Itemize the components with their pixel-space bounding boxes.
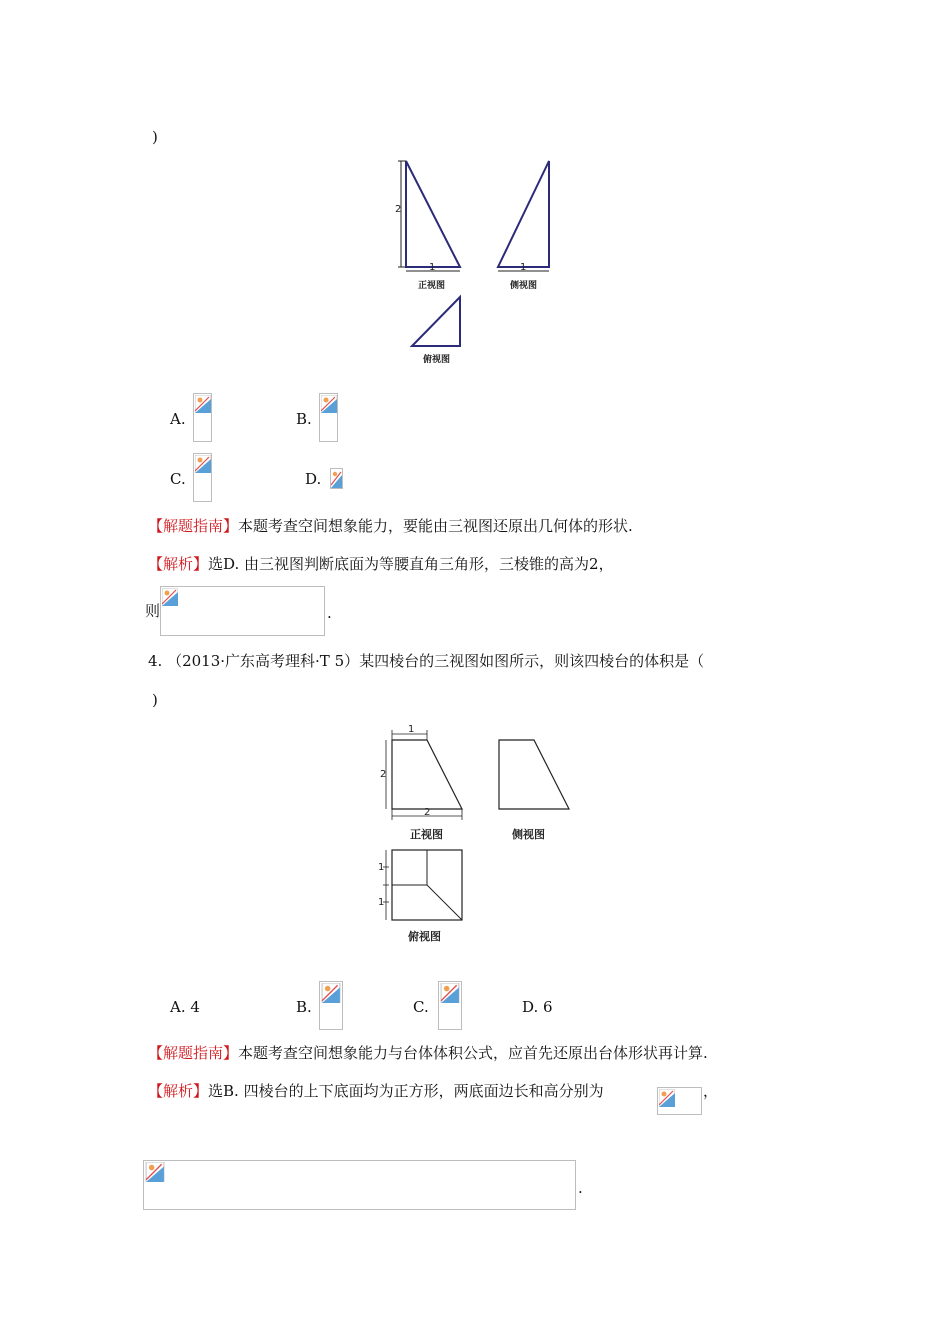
q3-side-view-triangle [498, 161, 549, 267]
q4-dim-base: 2 [424, 807, 431, 818]
q4-option-d: D. 6 [522, 998, 553, 1016]
q4-hint [148, 1043, 708, 1063]
q4-solution-formula-image [143, 1160, 576, 1210]
broken-image-icon [321, 983, 341, 1003]
broken-image-icon [659, 1089, 675, 1107]
q3-option-a-image [193, 393, 212, 442]
q3-option-b-image [319, 393, 338, 442]
q4-top-view-label: 俯视图 [408, 930, 441, 943]
q4-option-c-image [438, 981, 462, 1030]
q3-side-dim-base: 1 [520, 262, 527, 273]
q4-three-view-figure [375, 726, 585, 951]
q4-option-b-image [319, 981, 343, 1030]
q4-solution [148, 1081, 604, 1101]
broken-image-icon [162, 588, 178, 606]
q4-side-view-label: 侧视图 [512, 828, 545, 841]
q4-solution-end: . [578, 1179, 583, 1197]
q3-option-c-image [193, 453, 212, 502]
q4-dim-top: 1 [408, 724, 415, 735]
q4-hint-tag: 【解题指南】 [148, 1044, 239, 1062]
q3-front-view-label: 正视图 [418, 281, 446, 291]
broken-image-icon [195, 455, 211, 473]
q3-option-a-label: A. [170, 410, 186, 428]
q3-hint-text: 本题考查空间想象能力，要能由三视图还原出几何体的形状. [238, 517, 633, 535]
q3-option-d-image [330, 468, 343, 489]
q3-top-view-triangle [412, 297, 460, 346]
q3-front-view-triangle [406, 161, 460, 267]
q4-solution-comma: ， [703, 1082, 719, 1100]
q3-three-view-figure [390, 155, 560, 370]
q4-dim-left-1: 1 [378, 862, 385, 873]
q3-dim-height: 2 [395, 204, 402, 215]
q3-side-view-label: 侧视图 [510, 281, 538, 291]
broken-image-icon [321, 395, 337, 413]
broken-image-icon [331, 469, 342, 488]
q4-hint-text: 本题考查空间想象能力与台体体积公式，应首先还原出台体形状再计算. [238, 1044, 708, 1062]
q4-dim-height: 2 [380, 769, 387, 780]
q3-solution-then: 则 [145, 602, 161, 620]
q4-side-view-trapezoid [499, 740, 569, 809]
q4-front-view-label: 正视图 [410, 828, 443, 841]
q4-solution-text: 选B. 四棱台的上下底面均为正方形，两底面边长和高分别为 [208, 1082, 604, 1100]
q3-solution-tag: 【解析】 [148, 555, 209, 573]
q3-solution-formula-image [160, 586, 325, 636]
q3-paren-close: ) [152, 128, 158, 146]
q3-top-view-label: 俯视图 [423, 355, 451, 365]
q4-paren-close: ) [152, 691, 158, 709]
q4-stem: 4. （2013·广东高考理科·T 5）某四棱台的三视图如图所示，则该四棱台的体积是（ [148, 652, 705, 670]
broken-image-icon [195, 395, 211, 413]
q4-option-b-label: B. [296, 998, 312, 1016]
q4-front-view-trapezoid [392, 740, 462, 809]
q3-option-d-label: D. [305, 470, 322, 488]
broken-image-icon [440, 983, 460, 1003]
q4-option-a: A. 4 [170, 998, 200, 1016]
q3-solution [148, 554, 614, 574]
q3-solution-end: . [327, 604, 332, 622]
q3-option-b-label: B. [296, 410, 312, 428]
q3-solution-text: 选D. 由三视图判断底面为等腰直角三角形，三棱锥的高为2， [208, 555, 614, 573]
q3-hint [148, 516, 633, 536]
q3-dim-base: 1 [429, 262, 436, 273]
broken-image-icon [145, 1162, 165, 1182]
q4-solution-tag: 【解析】 [148, 1082, 209, 1100]
q4-option-c-label: C. [413, 998, 429, 1016]
q4-solution-values-image [657, 1087, 702, 1115]
q4-dim-left-2: 1 [378, 897, 385, 908]
q3-option-c-label: C. [170, 470, 186, 488]
q3-hint-tag: 【解题指南】 [148, 517, 239, 535]
